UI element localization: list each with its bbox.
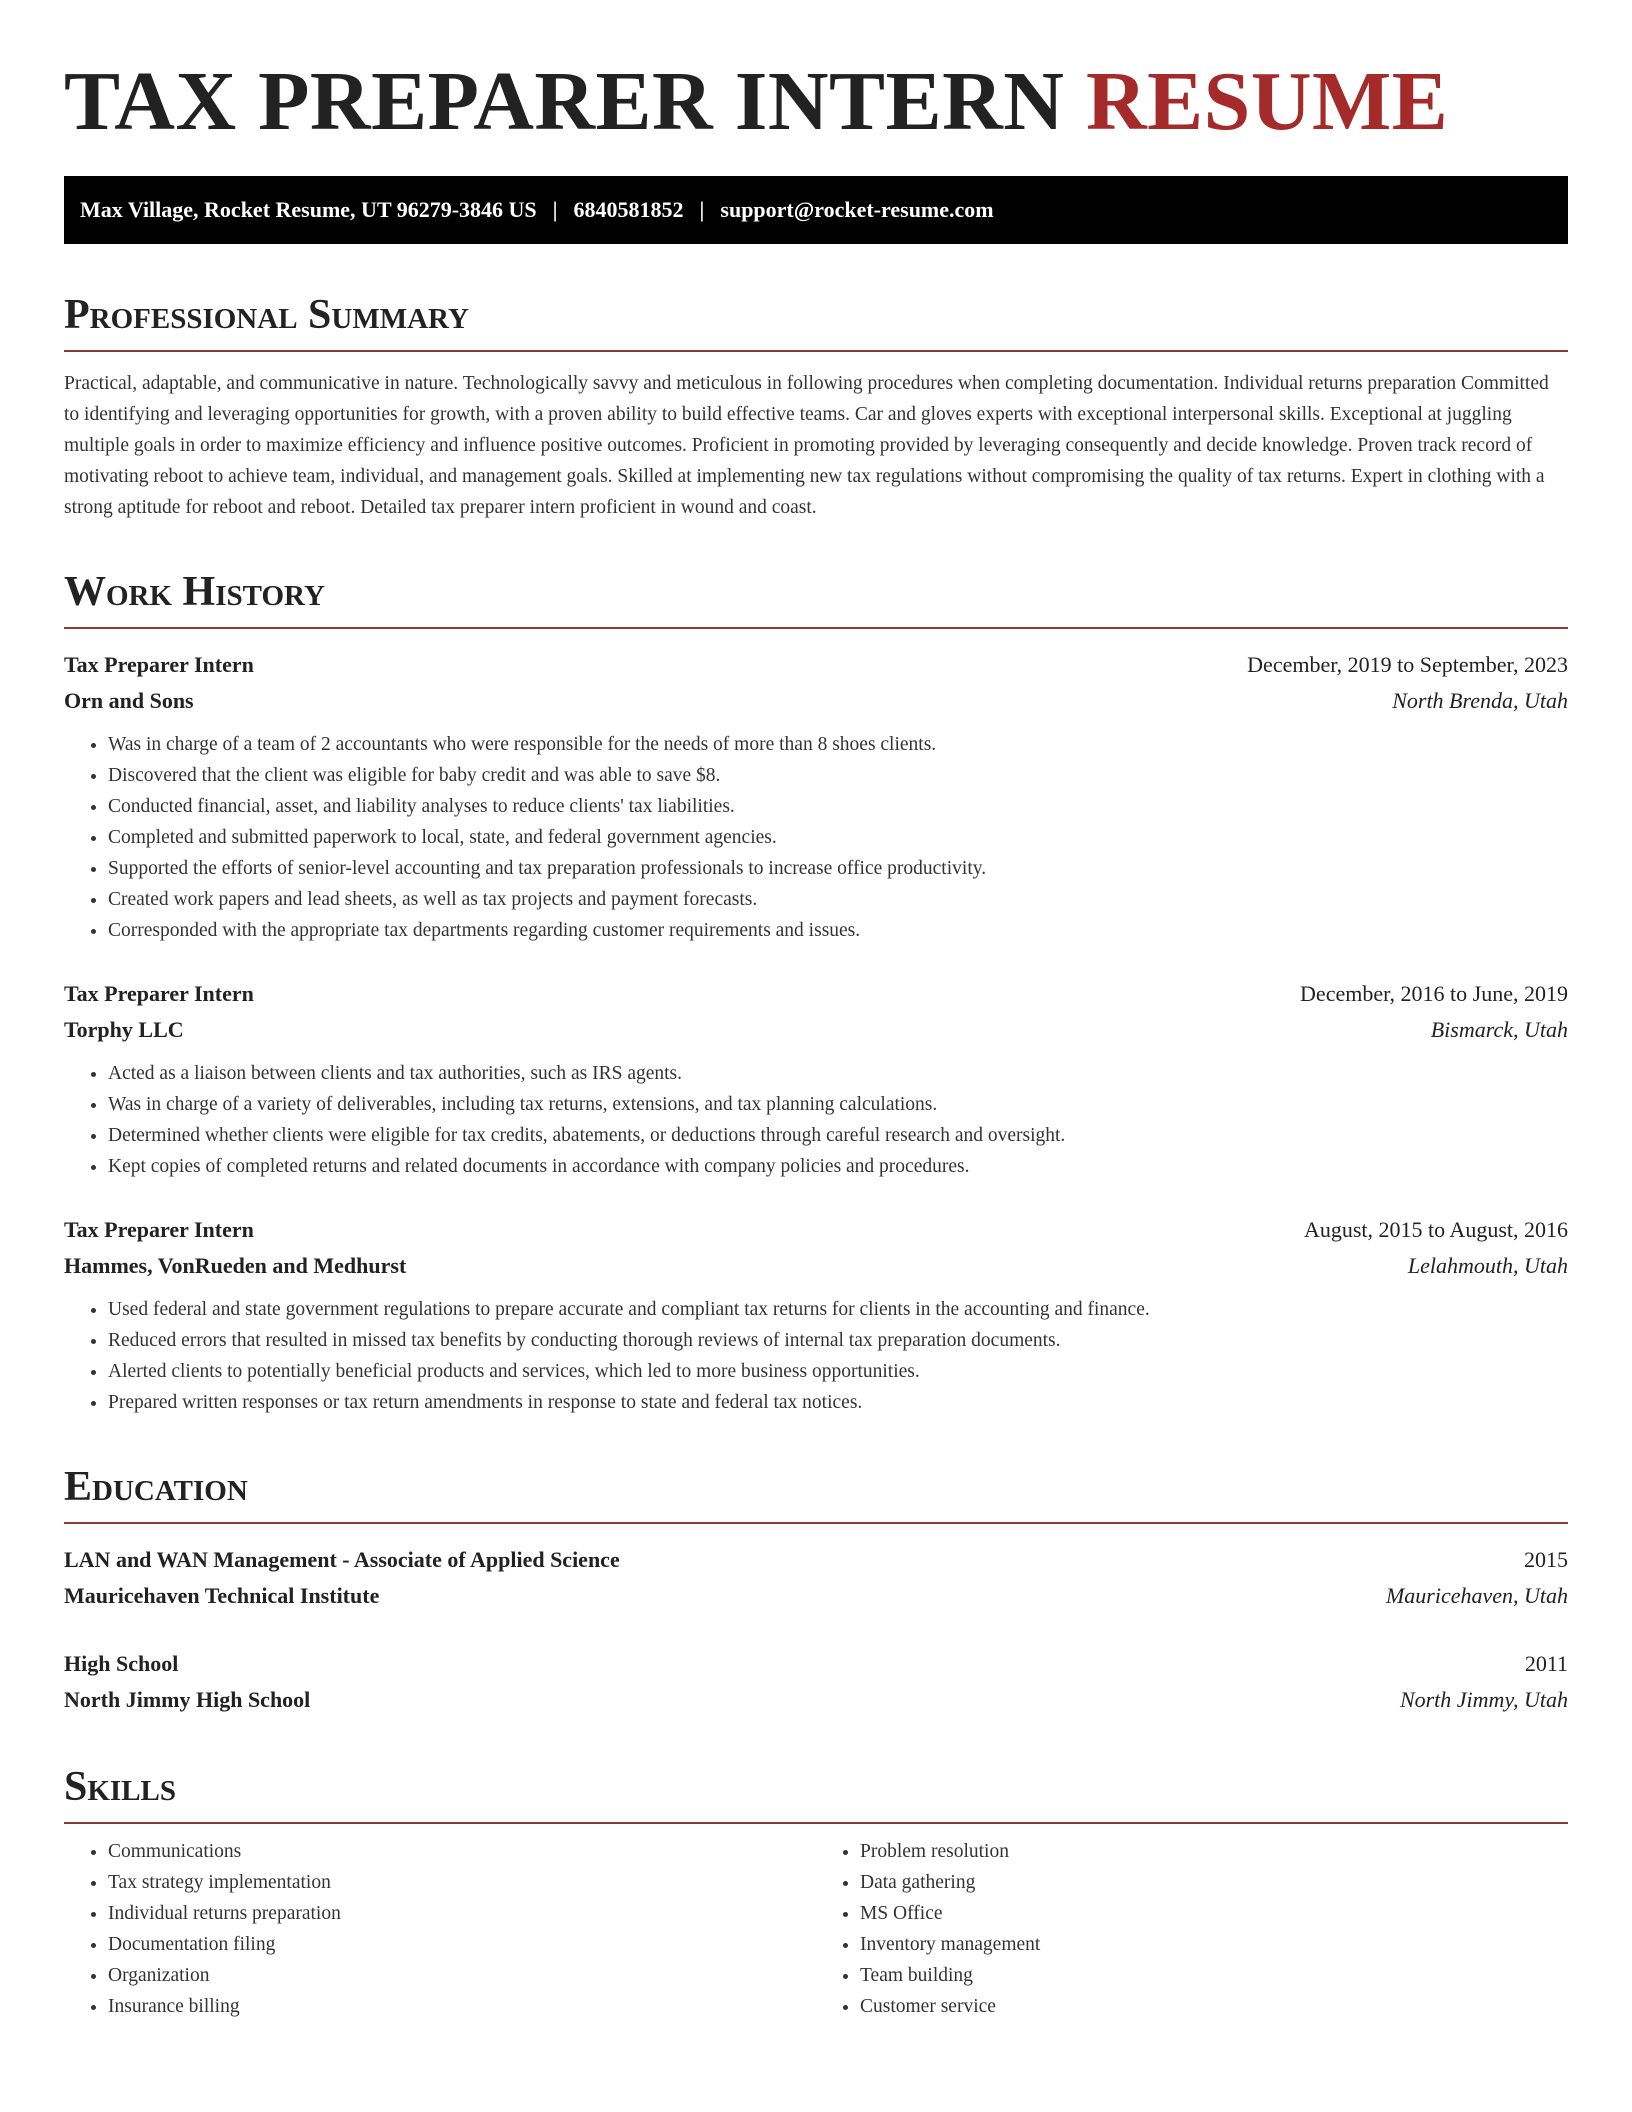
job-title: Tax Preparer Intern	[64, 652, 254, 677]
section-divider	[64, 627, 1568, 629]
skill-item: • Individual returns preparation	[108, 1898, 816, 1929]
skill-item: • Team building	[860, 1960, 1568, 1991]
job-company: Torphy LLC	[64, 1017, 184, 1042]
work-history-heading: Work History	[64, 569, 325, 615]
section-divider	[64, 1522, 1568, 1524]
job-bullet: • Corresponded with the appropriate tax departments regarding customer requirements and issues.	[108, 915, 1568, 946]
contact-email[interactable]: support@rocket-resume.com	[720, 197, 994, 222]
education-location: North Jimmy, Utah	[1399, 1687, 1568, 1712]
skills-list-right	[816, 1836, 1568, 2022]
contact-bar	[64, 176, 1568, 244]
education-year: 2015	[1524, 1547, 1568, 1572]
job-bullet: • Discovered that the client was eligible for baby credit and was able to save $8.	[108, 760, 1568, 791]
job-entry	[64, 976, 1568, 1182]
education-degree: High School	[64, 1651, 179, 1676]
skill-item: • Problem resolution	[860, 1836, 1568, 1867]
contact-separator: |	[552, 197, 558, 222]
job-company: Orn and Sons	[64, 688, 194, 713]
section-divider	[64, 1822, 1568, 1824]
title-main: TAX PREPARER INTERN	[64, 55, 1065, 148]
skill-item: • Data gathering	[860, 1867, 1568, 1898]
summary-text: Practical, adaptable, and communicative in nature. Technologically savvy and meticulous in following procedures when completing documentation. Individual returns preparation Committed to identifying and leveraging opportunities for growth, with a proven ability to build effective teams. Car and gloves experts with exceptional interpersonal skills. Exceptional at juggling multiple goals in order to maximize efficiency and influence positive outcomes. Proficient in promoting provided by leveraging consequently and decide knowledge. Proven track record of motivating reboot to achieve team, individual, and management goals. Skilled at implementing new tax regulations without compromising the quality of tax returns. Expert in clothing with a strong aptitude for reboot and reboot. Detailed tax preparer intern proficient in wound and coast.	[64, 373, 1549, 518]
job-bullet: • Supported the efforts of senior-level accounting and tax preparation professionals to increase office productivity.	[108, 853, 1568, 884]
skills-list-left	[64, 1836, 816, 2022]
job-entry	[64, 647, 1568, 946]
skill-item: • MS Office	[860, 1898, 1568, 1929]
education-year: 2011	[1524, 1651, 1568, 1676]
education-location: Mauricehaven, Utah	[1385, 1583, 1568, 1608]
skill-item: • Inventory management	[860, 1929, 1568, 1960]
contact-address: Max Village, Rocket Resume, UT 96279-3846 US	[80, 197, 537, 222]
job-bullet: • Used federal and state government regulations to prepare accurate and compliant tax returns for clients in the accounting and finance.	[108, 1294, 1568, 1325]
skill-item: • Customer service	[860, 1991, 1568, 2022]
skills-columns	[64, 1836, 1568, 2022]
skill-item: • Insurance billing	[108, 1991, 816, 2022]
resume-title	[64, 52, 1568, 152]
education-degree: LAN and WAN Management - Associate of Applied Science	[64, 1547, 620, 1572]
skill-item: • Communications	[108, 1836, 816, 1867]
work-history-section	[64, 567, 1568, 1418]
job-bullets	[64, 1294, 1568, 1418]
contact-phone[interactable]: 6840581852	[573, 197, 684, 222]
job-company: Hammes, VonRueden and Medhurst	[64, 1253, 407, 1278]
skill-item: • Organization	[108, 1960, 816, 1991]
contact-separator: |	[699, 197, 705, 222]
skills-section	[64, 1762, 1568, 2022]
job-dates: August, 2015 to August, 2016	[1303, 1217, 1568, 1242]
title-accent: RESUME	[1085, 55, 1449, 148]
job-location: North Brenda, Utah	[1392, 688, 1568, 713]
job-location: Bismarck, Utah	[1430, 1017, 1568, 1042]
section-divider	[64, 350, 1568, 352]
job-title: Tax Preparer Intern	[64, 1217, 254, 1242]
job-bullet: • Completed and submitted paperwork to local, state, and federal government agencies.	[108, 822, 1568, 853]
job-bullet: • Conducted financial, asset, and liability analyses to reduce clients' tax liabilities.	[108, 791, 1568, 822]
job-bullet: • Alerted clients to potentially beneficial products and services, which led to more business opportunities.	[108, 1356, 1568, 1387]
skills-heading: Skills	[64, 1764, 177, 1810]
education-school: Mauricehaven Technical Institute	[64, 1583, 380, 1608]
job-bullet: • Prepared written responses or tax return amendments in response to state and federal tax notices.	[108, 1387, 1568, 1418]
education-section	[64, 1462, 1568, 1718]
education-school: North Jimmy High School	[64, 1687, 311, 1712]
job-bullet: • Reduced errors that resulted in missed tax benefits by conducting thorough reviews of internal tax preparation documents.	[108, 1325, 1568, 1356]
job-bullet: • Created work papers and lead sheets, as well as tax projects and payment forecasts.	[108, 884, 1568, 915]
job-bullet: • Kept copies of completed returns and related documents in accordance with company policies and procedures.	[108, 1151, 1568, 1182]
skill-item: • Tax strategy implementation	[108, 1867, 816, 1898]
job-bullets	[64, 1058, 1568, 1182]
job-location: Lelahmouth, Utah	[1407, 1253, 1568, 1278]
summary-section	[64, 290, 1568, 523]
job-title: Tax Preparer Intern	[64, 981, 254, 1006]
job-bullet: • Acted as a liaison between clients and tax authorities, such as IRS agents.	[108, 1058, 1568, 1089]
job-bullet: • Was in charge of a team of 2 accountants who were responsible for the needs of more than 8 shoes clients.	[108, 729, 1568, 760]
job-bullet: • Was in charge of a variety of deliverables, including tax returns, extensions, and tax planning calculations.	[108, 1089, 1568, 1120]
education-entry	[64, 1542, 1568, 1614]
job-bullets	[64, 729, 1568, 946]
education-heading: Education	[64, 1464, 248, 1510]
job-bullet: • Determined whether clients were eligible for tax credits, abatements, or deductions through careful research and oversight.	[108, 1120, 1568, 1151]
job-dates: December, 2016 to June, 2019	[1300, 981, 1568, 1006]
job-dates: December, 2019 to September, 2023	[1247, 652, 1568, 677]
education-entry	[64, 1646, 1568, 1718]
skill-item: • Documentation filing	[108, 1929, 816, 1960]
job-entry	[64, 1212, 1568, 1418]
summary-heading: Professional Summary	[64, 292, 469, 338]
